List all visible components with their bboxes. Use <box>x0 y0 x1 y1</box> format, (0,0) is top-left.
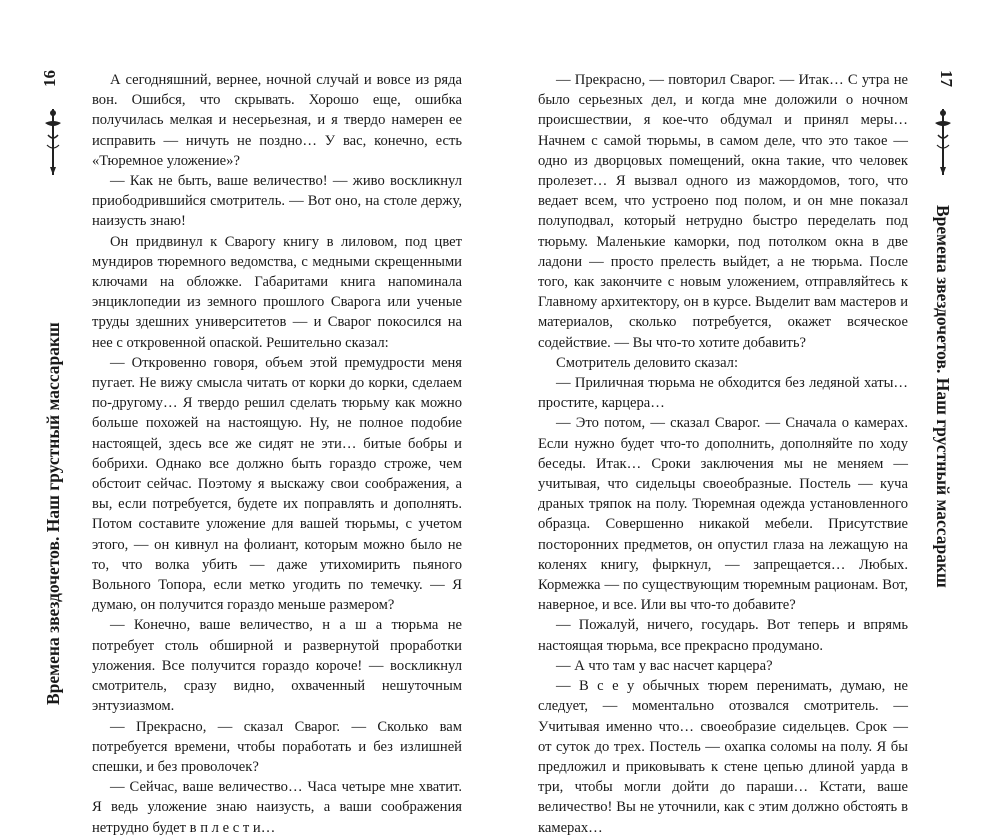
paragraph: Он придвинул к Сварогу книгу в лиловом, под цвет мундиров тюремного ведомства, с медными скрещенными ключами на обложке. Габаритами книга напоминала энциклопедии из земного прошлого Сварога или ученые труды здешних университетов — и Сварог покосился на нее с откровенной опаской. Решительно сказал: <box>92 233 462 351</box>
left-page-body <box>92 70 462 838</box>
paragraph: — Это потом, — сказал Сварог. — Сначала о камерах. Если нужно будет что-то дополнить, дополняйте по ходу беседы. Итак… Сроки заключения мы не меняем — учитывая, что сидельцы своеобразные. Постель — куча драных тряпок на полу. Тюремная одежда установленного образца. Совершенно никакой мебели. Присутствие посторонних предметов, он опустил глаза на лежащую на коленях книгу, фыркнул, — запрещается… Любых. Кормежка — по существующим тюремным рационам. Вот, наверное, и все. Или вы что-то добавите? <box>538 415 908 614</box>
sword-ornament-icon <box>41 105 65 185</box>
page-number-right: 17 <box>937 70 956 87</box>
paragraph: — Прекрасно, — сказал Сварог. — Сколько вам потребуется времени, чтобы поработать и без излишней спешки, и без проволочек? <box>92 718 462 775</box>
running-head-left: Времена звездочетов. Наш грустный массаракш <box>43 322 63 705</box>
paragraph: — В с е у обычных тюрем перенимать, думаю, не следует, — моментально отозвался смотритель. — Учитывая именно что… своеобразие сидельцев. Срок — от суток до трех. Постель — охапка соломы на полу. Я бы предложил и приковывать к стене цепью длиной уарда в три, чтобы могли дойти до параши… Кстати, ваше величество! Вы не уточнили, как с этим должно обстоять в камерах… <box>538 678 908 836</box>
page-number-left: 16 <box>40 70 59 87</box>
paragraph: — Приличная тюрьма не обходится без ледяной хаты… простите, карцера… <box>538 375 908 412</box>
right-margin <box>928 60 958 720</box>
running-head-right: Времена звездочетов. Наш грустный массаракш <box>933 205 953 588</box>
paragraph: — Пожалуй, ничего, государь. Вот теперь и впрямь настоящая тюрьма, все прекрасно продумано. <box>538 617 908 654</box>
paragraph: — Откровенно говоря, объем этой премудрости меня пугает. Не вижу смысла читать от корки до корки, сделаем по-другому… Я твердо решил сделать тюрьму как можно больше похожей на настоящую. Ну, не полное подобие настоящей, здесь все же сидят не эти… битые бобры и бобрихи. Однако все должно быть гораздо строже, чем обстоит сейчас. Поэтому я выскажу свои соображения, а вы, если потребуется, будете их поправлять и дополнять. Потом составите уложение для вашей тюрьмы, с учетом этого, — он кивнул на фолиант, которым можно было не то, что волка убить — даже утихомирить пьяного Вольного Топора, если метко угодить по темечку. — Я думаю, он получится гораздо меньше размером? <box>92 354 462 614</box>
right-page-body <box>538 70 908 838</box>
paragraph: — Конечно, ваше величество, н а ш а тюрьма не потребует столь обширной и развернутой проработки уложения. Все получится гораздо короче! — воскликнул смотритель, сразу видно, охваченный нешуточным энтузиазмом. <box>92 617 462 715</box>
paragraph: — Прекрасно, — повторил Сварог. — Итак… С утра не было серьезных дел, и когда мне доложили о ночном происшествии, я кое-что обдумал и принял меры… Начнем с самой тюрьмы, в самом деле, что это такое — одно из дворцовых помещений, окна такие, что человек пролезет… Я вызвал одного из мажордомов, того, что ведает всем, что устроено под полом, и он мне показал полуподвал, который нетрудно быстро переделать под тюрьму. Маленькие каморки, под потолком окна в две ладони — просто прелесть выйдет, а не тюрьма. После того, как закончите с новым уложением, отправляйтесь к Главному архитектору, он в курсе. Выделит вам мастеров и материалов, сколько потребуется, окажет всяческое содействие. — Вы что-то хотите добавить? <box>538 72 908 351</box>
paragraph: А сегодняшний, вернее, ночной случай и вовсе из ряда вон. Ошибся, что скрывать. Хорошо еще, ошибка получилась мелкая и несерьезная, и я твердо намерен ее исправить — ничуть не поздно… У вас, конечно, есть «Тюремное уложение»? <box>92 72 462 169</box>
paragraph: — А что там у вас насчет карцера? <box>556 657 773 674</box>
paragraph: — Как не быть, ваше величество! — живо воскликнул приободрившийся смотритель. — Вот оно, на столе держу, наизусть знаю! <box>92 173 462 230</box>
paragraph: — Сейчас, ваше величество… Часа четыре мне хватит. Я ведь уложение знаю наизусть, а ваши соображения нетрудно будет в п л е с т и… <box>92 779 462 836</box>
sword-ornament-icon <box>931 105 955 185</box>
left-margin <box>38 60 68 720</box>
paragraph: Смотритель деловито сказал: <box>556 354 739 371</box>
